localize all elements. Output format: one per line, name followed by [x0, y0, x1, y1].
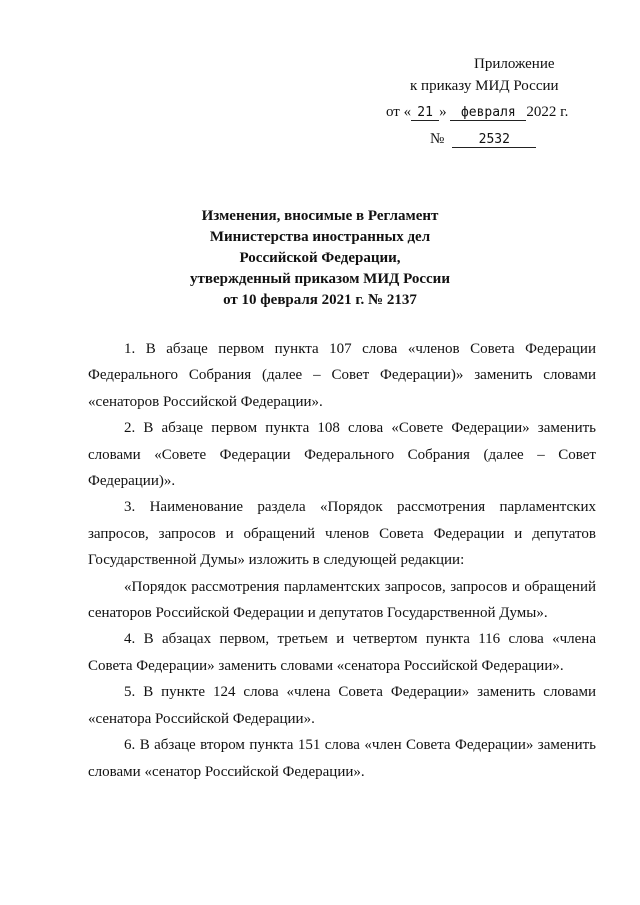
date-day: 21	[411, 105, 439, 121]
document-body	[88, 336, 596, 785]
heading-line-4: утвержденный приказом МИД России	[190, 271, 450, 287]
heading-line-2: Министерства иностранных дел	[209, 229, 431, 245]
paragraph-5: 5. В пункте 124 слова «члена Совета Федерации» заменить словами «сенатора Российской Федерации».	[88, 684, 596, 727]
appendix-date-line	[386, 104, 568, 121]
date-prefix: от «	[386, 104, 412, 120]
paragraph-quote: «Порядок рассмотрения парламентских запросов, запросов и обращений сенаторов Российской Федерации и депутатов Государственной Думы».	[88, 578, 596, 622]
heading-line-3: Российской Федерации,	[239, 250, 401, 266]
appendix-order-line: к приказу МИД России	[410, 78, 559, 94]
date-year: 2022 г.	[526, 104, 569, 120]
appendix-number-line	[430, 131, 536, 148]
paragraph-6: 6. В абзаце втором пункта 151 слова «член Совета Федерации» заменить словами «сенатор Российской Федерации».	[88, 737, 596, 780]
date-mid: »	[439, 104, 447, 120]
appendix-title: Приложение	[474, 56, 555, 72]
document-heading	[150, 206, 490, 311]
date-month: февраля	[450, 105, 526, 121]
number-label: №	[430, 131, 445, 147]
heading-line-1: Изменения, вносимые в Регламент	[201, 208, 439, 224]
paragraph-3: 3. Наименование раздела «Порядок рассмотрения парламентских запросов, запросов и обращений членов Совета Федерации и депутатов Государственной Думы» изложить в следующей редакции:	[88, 499, 596, 569]
paragraph-4: 4. В абзацах первом, третьем и четвертом пункта 116 слова «члена Совета Федерации» заменить словами «сенатора Российской Федерации».	[88, 631, 596, 674]
paragraph-2: 2. В абзаце первом пункта 108 слова «Совете Федерации» заменить словами «Совете Федерации Федерального Собрания (далее – Совет Федерации)».	[88, 420, 596, 490]
paragraph-1: 1. В абзаце первом пункта 107 слова «членов Совета Федерации Федерального Собрания (далее – Совет Федерации)» заменить словами «сенаторов Российской Федерации».	[88, 341, 596, 410]
heading-line-5: от 10 февраля 2021 г. № 2137	[223, 292, 417, 308]
number-value: 2532	[452, 132, 536, 148]
